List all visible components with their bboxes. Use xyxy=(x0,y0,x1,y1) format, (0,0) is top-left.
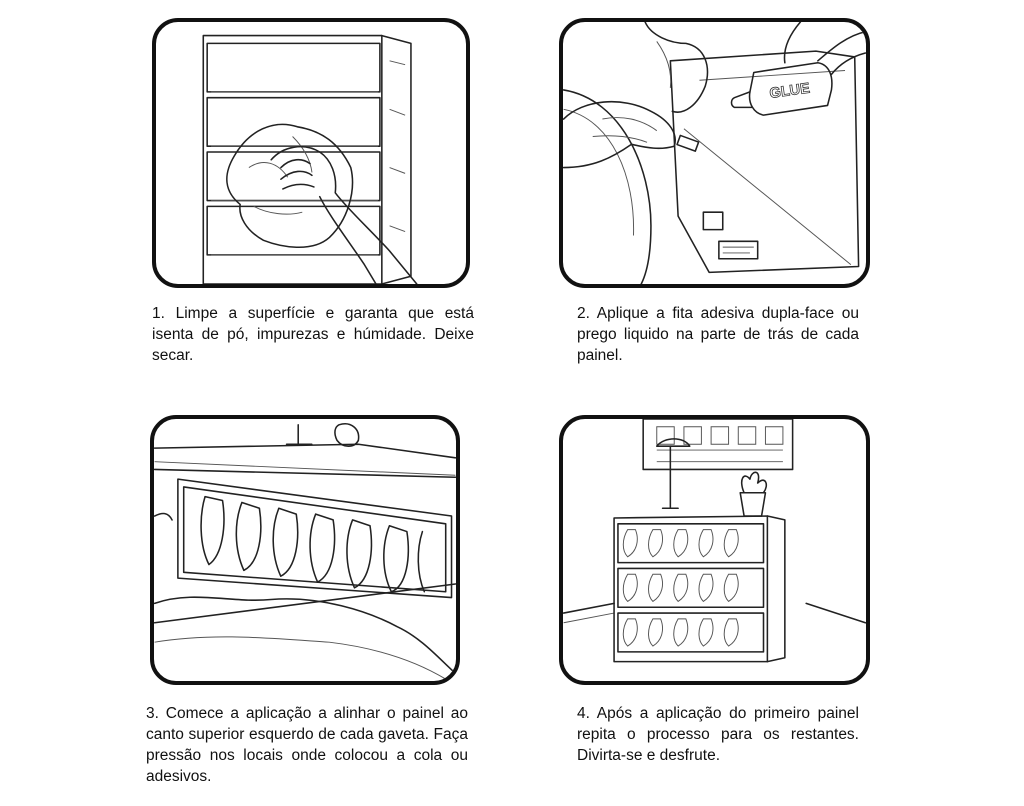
step-1-illustration xyxy=(152,18,470,288)
step-2-illustration xyxy=(559,18,870,288)
aligning-panel-drawing xyxy=(154,419,456,681)
step-2-caption xyxy=(577,303,859,366)
step-3-illustration xyxy=(150,415,460,685)
dresser-wiping-drawing xyxy=(156,22,466,284)
drawer-panel-patterns xyxy=(623,530,738,646)
step-4-caption xyxy=(577,703,859,766)
step-3-number: 3. xyxy=(146,705,159,722)
step-4-illustration xyxy=(559,415,870,685)
step-1-number: 1. xyxy=(152,305,165,322)
step-4-number: 4. xyxy=(577,705,590,722)
step-2-text: Aplique a fita adesiva dupla-face ou prego liquido na parte de trás de cada painel. xyxy=(577,305,859,364)
glue-application-drawing xyxy=(563,22,866,284)
step-4-text: Após a aplicação do primeiro painel repita o processo para os restantes. Divirta-se e desfrute. xyxy=(577,705,859,764)
step-3-caption xyxy=(146,703,468,787)
step-2-number: 2. xyxy=(577,305,590,322)
step-1-text: Limpe a superfície e garanta que está isenta de pó, impurezas e húmidade. Deixe secar. xyxy=(152,305,474,364)
step-1-caption xyxy=(152,303,474,366)
finished-dresser-drawing xyxy=(563,419,866,681)
panel-quatrefoil-pattern xyxy=(201,497,424,592)
glue-label: GLUE xyxy=(768,80,811,103)
step-3-text: Comece a aplicação a alinhar o painel ao canto superior esquerdo de cada gaveta. Faça pressão nos locais onde colocou a cola ou adesivos. xyxy=(146,705,468,785)
